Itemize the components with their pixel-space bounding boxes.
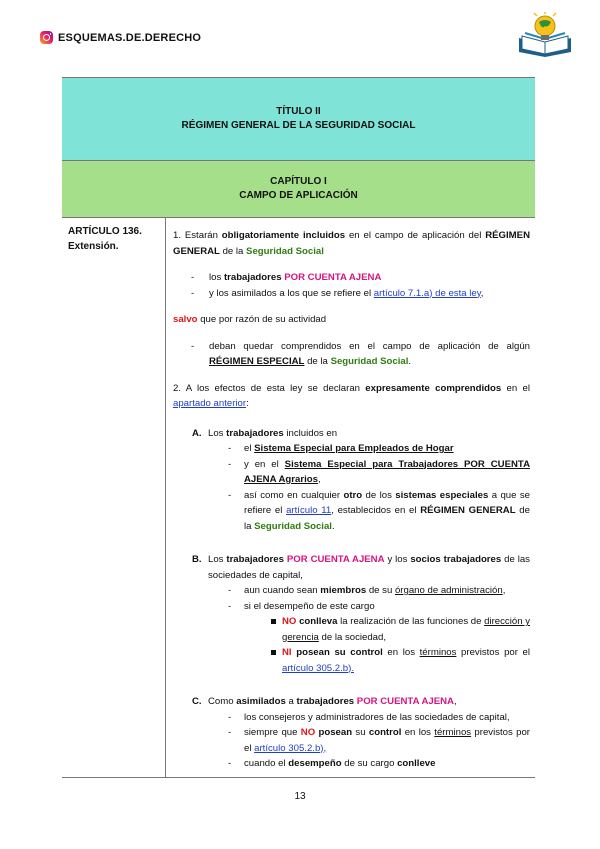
section-c: C. Como asimilados a trabajadores POR CUENTA AJENA,: [192, 696, 457, 707]
paragraph-1: 1. Estarán obligatoriamente incluidos en el campo de aplicación del RÉGIMEN GENERAL de la Seguridad Social: [173, 230, 530, 257]
list-item: - cuando el desempeño de su cargo conlleve: [173, 756, 530, 772]
law-scheme-table: [62, 77, 535, 778]
section-b: B. Los trabajadores POR CUENTA AJENA y los socios trabajadores de las sociedades de capital,: [192, 554, 530, 581]
book-lightbulb-logo-icon: [515, 12, 575, 58]
title-number: TÍTULO II: [276, 106, 321, 117]
list-item: - los trabajadores POR CUENTA AJENA: [191, 272, 382, 283]
bullet-item: NI posean su control en los términos previstos por el artículo 305.2.b).: [173, 645, 530, 676]
title-name: RÉGIMEN GENERAL DE LA SEGURIDAD SOCIAL: [181, 120, 416, 131]
article-cell: [62, 218, 166, 778]
brand-header: [40, 31, 201, 44]
bullet-item: NO conlleva la realización de las funciones de dirección y gerencia de la sociedad,: [173, 614, 530, 645]
list-item: - aun cuando sean miembros de su órgano de administración,: [173, 583, 530, 599]
list-item: - y en el Sistema Especial para Trabajadores POR CUENTA AJENA Agrarios,: [173, 457, 530, 488]
list-item: - los consejeros y administradores de las sociedades de capital,: [173, 710, 530, 726]
apartado-anterior-link[interactable]: apartado anterior: [173, 398, 247, 409]
brand-name: ESQUEMAS.DE.DERECHO: [58, 31, 202, 44]
list-item: - el Sistema Especial para Empleados de Hogar: [173, 441, 530, 457]
article-305-link[interactable]: artículo 305.2.b),: [254, 742, 327, 754]
paragraph-2: 2. A los efectos de esta ley se declaran expresamente comprendidos en el apartado anterior:: [173, 382, 530, 409]
article-7-link[interactable]: artículo 7.1.a) de esta ley: [373, 287, 481, 299]
chapter-header: [62, 161, 535, 218]
article-11-link[interactable]: artículo 11: [286, 505, 332, 516]
instagram-icon: [40, 31, 53, 44]
list-item: - y los asimilados a los que se refiere el artículo 7.1.a) de esta ley,: [191, 287, 484, 299]
salvo-paragraph: salvo que por razón de su actividad: [173, 314, 327, 325]
list-item: - deban quedar comprendidos en el campo de aplicación de algún RÉGIMEN ESPECIAL de la Seguridad Social.: [191, 340, 530, 367]
article-305-link[interactable]: artículo 305.2.b).: [282, 662, 354, 674]
title-header: [62, 78, 535, 161]
list-item: - si el desempeño de este cargo: [173, 599, 530, 615]
article-subtitle: Extensión.: [68, 241, 119, 252]
chapter-name: CAMPO DE APLICACIÓN: [239, 190, 358, 201]
article-body: [166, 218, 536, 778]
section-a: A. Los trabajadores incluidos en: [192, 427, 338, 439]
list-item: - siempre que NO posean su control en los términos previstos por el artículo 305.2.b),: [173, 725, 530, 756]
list-item: - así como en cualquier otro de los sistemas especiales a que se refiere el artículo 11, establecidos en el RÉGIMEN GENERAL de la Seguridad Social.: [173, 488, 530, 535]
page-number: 13: [294, 791, 306, 802]
article-label: ARTÍCULO 136.: [68, 226, 142, 237]
chapter-number: CAPÍTULO I: [270, 176, 327, 187]
